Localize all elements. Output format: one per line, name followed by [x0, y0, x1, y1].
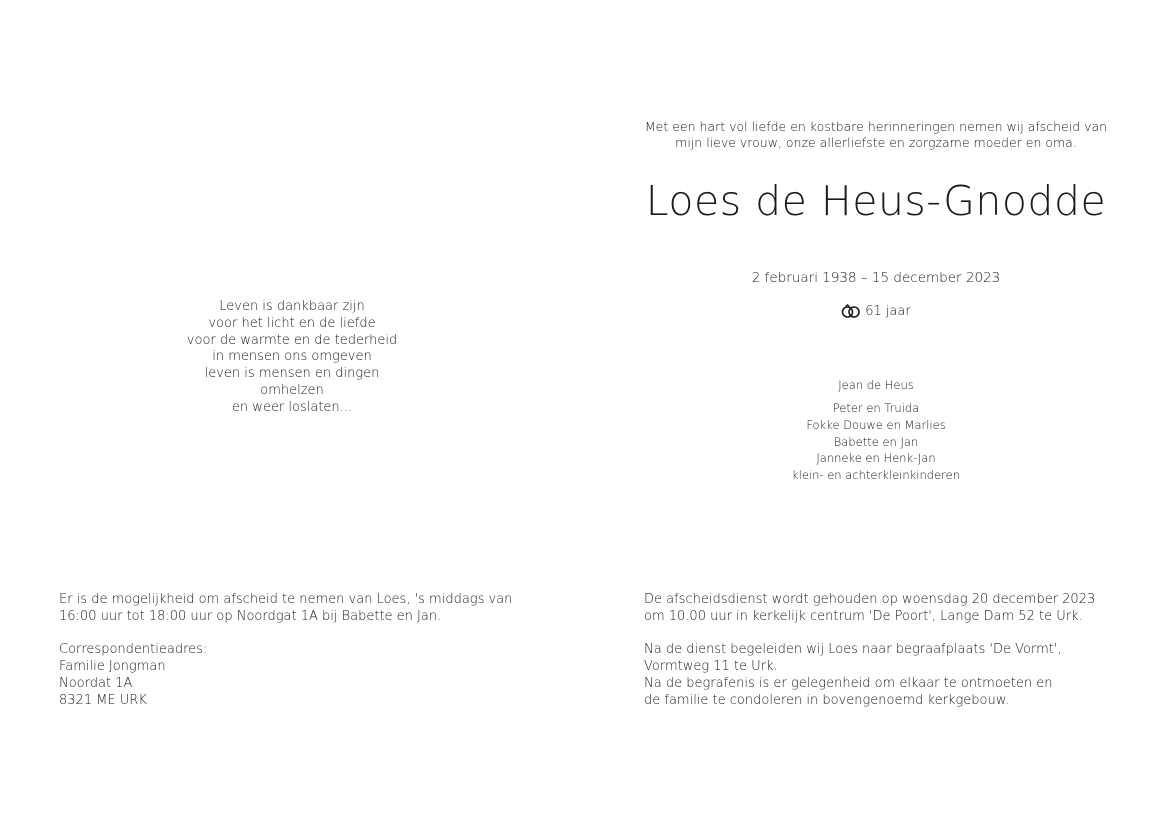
correspondence-postal: 8321 ME URK	[59, 692, 147, 708]
family-member: Peter en Truida	[832, 401, 920, 415]
family-member: Janneke en Henk-Jan	[816, 451, 936, 466]
poem-line: voor de warmte en de tederheid	[186, 332, 398, 348]
spouse-name: Jean de Heus	[838, 378, 914, 392]
burial-line: de familie te condoleren in bovengenoemd kerkgebouw.	[644, 692, 1010, 708]
visitation-line: 16:00 uur tot 18:00 uur op Noordgat 1A bij Babette en Jan.	[59, 608, 442, 624]
burial-line: Vormtweg 11 te Urk.	[644, 659, 778, 675]
burial-line: Na de dienst begeleiden wij Loes naar begraafplaats 'De Vormt',	[644, 642, 1062, 658]
poem-line: in mensen ons omgeven	[212, 349, 372, 365]
correspondence-name: Familie Jongman	[59, 659, 166, 675]
wedding-rings-icon	[841, 304, 861, 325]
visitation-and-address	[59, 592, 559, 710]
poem-line: Leven is dankbaar zijn	[219, 299, 365, 314]
deceased-name: Loes de Heus-Gnodde	[645, 177, 1107, 225]
family-member: klein- en achterkleinkinderen	[792, 468, 960, 483]
correspondence-street: Noordat 1A	[59, 675, 133, 691]
marriage-duration	[620, 302, 1132, 325]
intro-text	[620, 119, 1132, 151]
correspondence-label: Correspondentieadres:	[59, 642, 208, 658]
family-member: Babette en Jan	[833, 434, 919, 449]
burial-line: Na de begrafenis is er gelegenheid om elkaar te ontmoeten en	[644, 675, 1053, 691]
poem-line: en weer loslaten...	[231, 399, 353, 415]
service-line: om 10.00 uur in kerkelijk centrum 'De Poort', Lange Dam 52 te Urk.	[644, 608, 1083, 624]
intro-line: Met een hart vol liefde en kostbare herinneringen nemen wij afscheid van	[644, 119, 1108, 134]
service-line: De afscheidsdienst wordt gehouden op woensdag 20 december 2023	[644, 592, 1096, 607]
poem	[166, 299, 418, 417]
poem-line: voor het licht en de liefde	[208, 315, 376, 331]
service-and-burial	[644, 592, 1144, 710]
spacer	[59, 626, 559, 643]
poem-line: omhelzen	[260, 382, 324, 398]
family-list	[620, 400, 1132, 484]
spacer	[644, 626, 1144, 643]
family-member: Fokke Douwe en Marlies	[806, 417, 946, 432]
marriage-years: 61 jaar	[865, 304, 911, 319]
poem-line: leven is mensen en dingen	[204, 366, 380, 382]
life-dates: 2 februari 1938 – 15 december 2023	[751, 270, 1001, 286]
visitation-line: Er is de mogelijkheid om afscheid te nemen van Loes, 's middags van	[59, 592, 513, 607]
intro-line: mijn lieve vrouw, onze allerliefste en zorgzame moeder en oma.	[675, 135, 1077, 150]
